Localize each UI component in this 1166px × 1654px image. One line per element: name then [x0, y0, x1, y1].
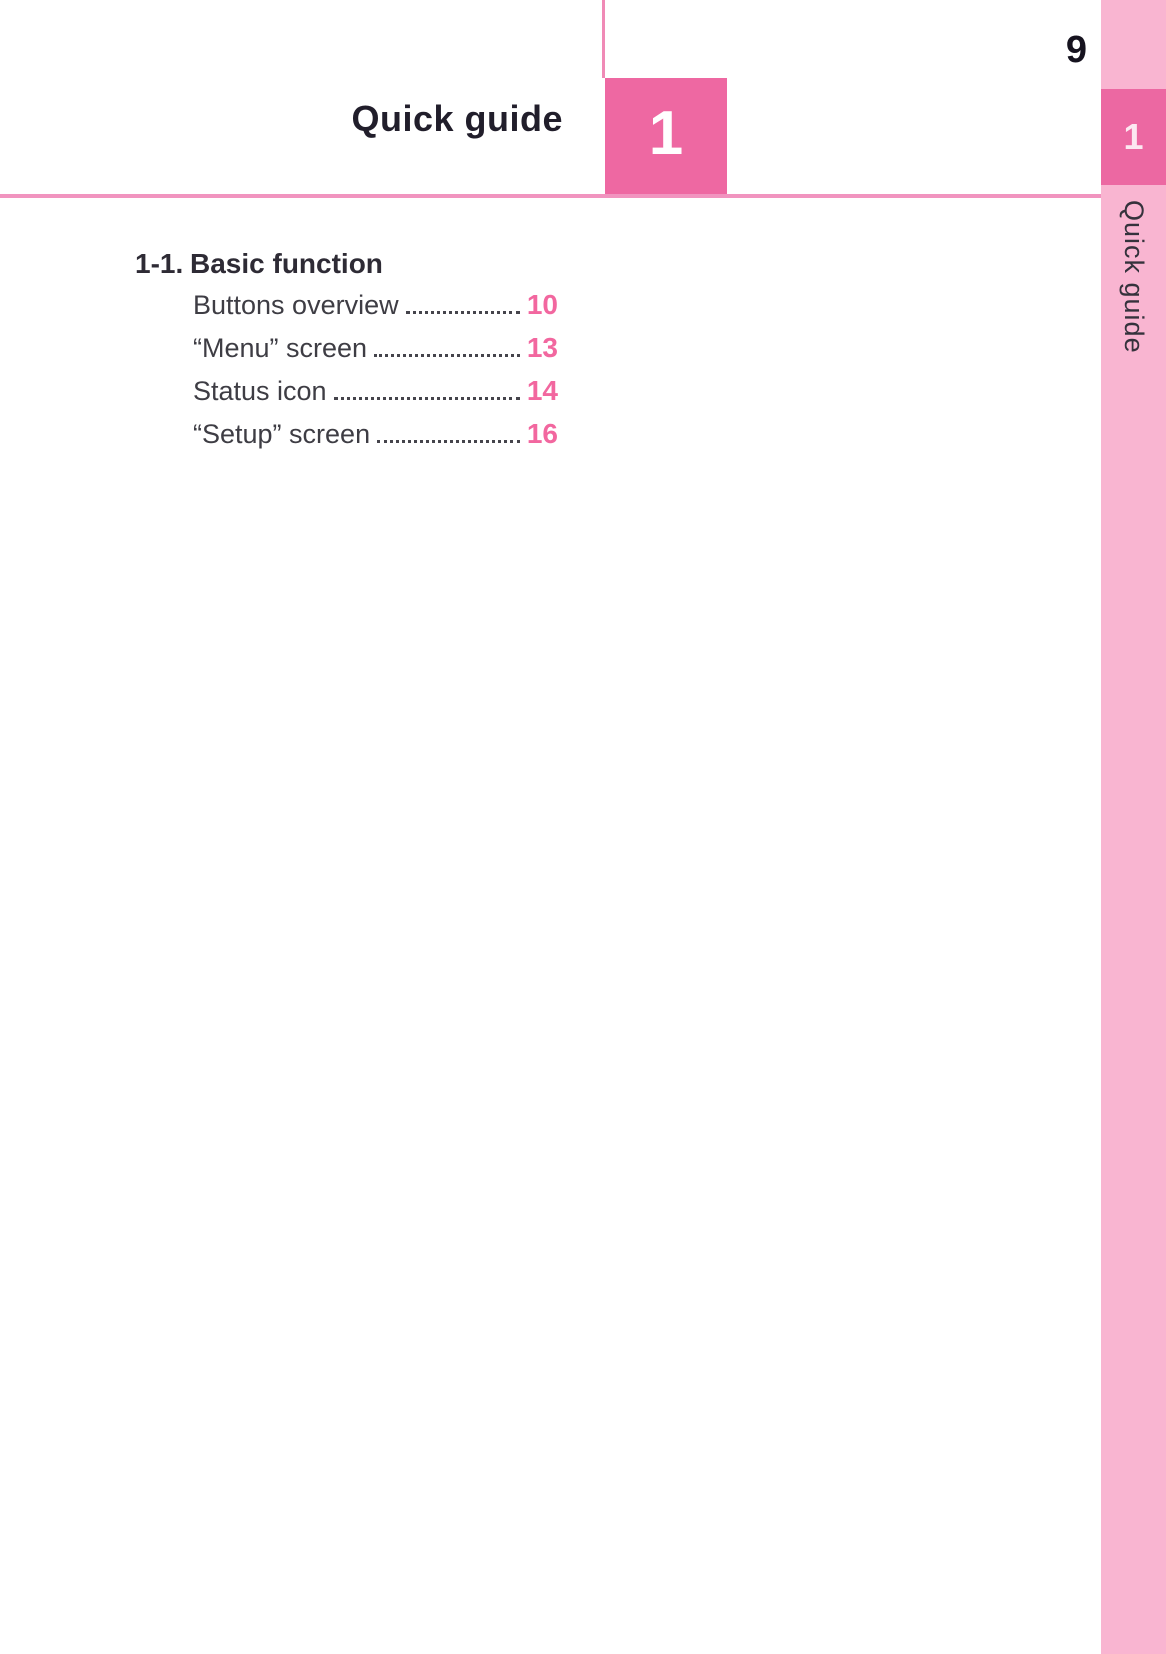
toc-entry-page: 13 — [526, 332, 558, 363]
chapter-vertical-rule — [602, 0, 605, 78]
table-of-contents — [135, 246, 558, 461]
toc-entry — [193, 375, 558, 418]
sidebar-chapter-label: Quick guide — [1119, 200, 1149, 354]
dot-leader — [334, 397, 520, 400]
toc-entry-page: 16 — [526, 418, 558, 449]
dot-leader — [406, 311, 520, 314]
toc-entry-list — [193, 289, 558, 461]
toc-entry — [193, 289, 558, 332]
toc-entry-label: Buttons overview — [193, 290, 399, 320]
toc-entry-label: “Setup” screen — [193, 419, 371, 449]
toc-section-number: 1-1. — [135, 248, 184, 279]
toc-entry-page: 14 — [526, 375, 558, 406]
toc-entry-label: “Menu” screen — [193, 333, 368, 363]
toc-entry-page: 10 — [526, 289, 558, 320]
toc-section-heading — [135, 246, 558, 282]
toc-entry — [193, 418, 558, 461]
chapter-number: 1 — [648, 99, 684, 168]
toc-section-title: Basic function — [190, 248, 383, 279]
page-number: 9 — [1065, 29, 1087, 71]
sidebar-chapter-number: 1 — [1123, 116, 1144, 157]
dot-leader — [377, 440, 520, 443]
toc-entry-label: Status icon — [193, 376, 327, 406]
dot-leader — [374, 354, 520, 357]
sidebar-chapter-box — [1101, 89, 1166, 185]
toc-entry — [193, 332, 558, 375]
chapter-number-box — [605, 78, 727, 196]
header-rule — [0, 194, 1101, 198]
page-title: Quick guide — [351, 98, 563, 139]
